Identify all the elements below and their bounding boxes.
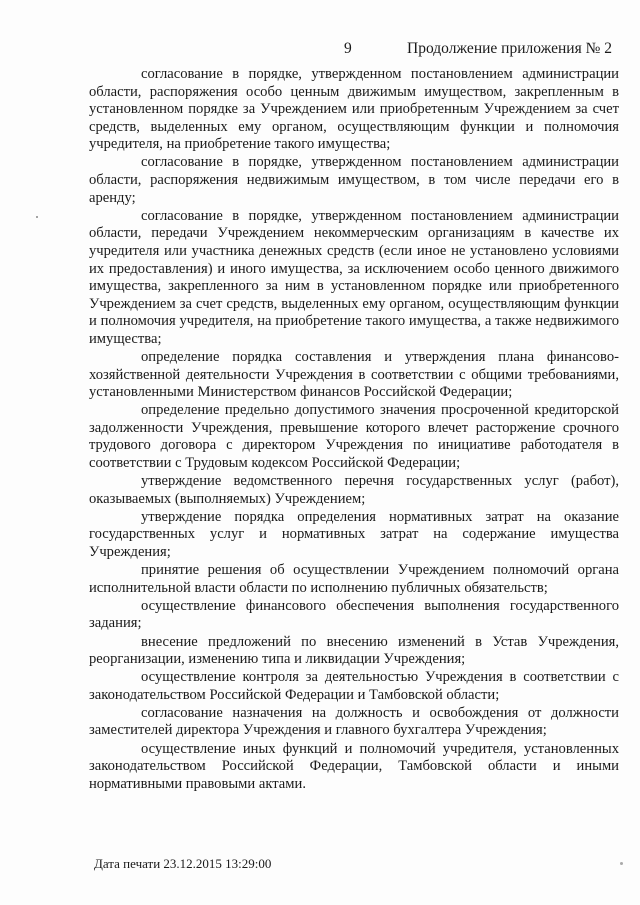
page-header xyxy=(0,40,640,62)
paragraph: утверждение ведомственного перечня государственных услуг (работ), оказываемых (выполняемых) Учреждением; xyxy=(89,473,619,507)
print-date-footer: Дата печати 23.12.2015 13:29:00 xyxy=(94,856,272,871)
paragraph: согласование в порядке, утвержденном постановлением администрации области, распоряжения особо ценным движимым имуществом, закрепленным в установленном порядке за Учреждением или приобретенным Учреждением за счет средств, выделенных ему органом, осуществляющим функции и полномочия учредителя, на приобретение такого имущества; xyxy=(89,66,619,153)
paragraph: согласование в порядке, утвержденном постановлением администрации области, передачи Учреждением некоммерческим организациям в качестве их учредителя или участника денежных средств (если иное не установлено условиями их предоставления) и иного имущества, за исключением особо ценного движимого имущества, закрепленного за ним в установленном порядке или приобретенного Учреждением за счет средств, выделенных ему органом, осуществляющим функции и полномочия учредителя, на приобретение такого имущества, а также недвижимого имущества; xyxy=(89,207,619,347)
paragraph: согласование назначения на должность и освобождения от должности заместителей директора Учреждения и главного бухгалтера Учреждения; xyxy=(89,704,619,739)
paragraph: согласование в порядке, утвержденном постановлением администрации области, распоряжения недвижимым имуществом, в том числе передачи его в аренду; xyxy=(89,154,619,206)
page-number: 9 xyxy=(344,40,352,57)
paragraph: осуществление иных функций и полномочий учредителя, установленных законодательством Российской Федерации, Тамбовской области и иными нормативными правовыми актами. xyxy=(89,740,619,792)
appendix-label: Продолжение приложения № 2 xyxy=(407,40,612,57)
scan-speck xyxy=(36,216,38,218)
paragraph: утверждение порядка определения нормативных затрат на оказание государственных услуг и нормативных затрат на содержание имущества Учреждения; xyxy=(89,508,619,561)
paragraph: принятие решения об осуществлении Учреждением полномочий органа исполнительной власти области по исполнению публичных обязательств; xyxy=(89,562,619,596)
paragraph: определение порядка составления и утверждения плана финансово-хозяйственной деятельности Учреждения в соответствии с общими требованиями, установленными Министерством финансов Российской Федерации; xyxy=(89,349,619,401)
paragraph: осуществление финансового обеспечения выполнения государственного задания; xyxy=(89,597,619,632)
paragraph: определение предельно допустимого значения просроченной кредиторской задолженности Учреждения, превышение которого влечет расторжение срочного трудового договора с директором Учреждения по инициативе работодателя в соответствии с Трудовым кодексом Российской Федерации; xyxy=(89,402,619,472)
scan-speck xyxy=(620,862,623,865)
paragraph: осуществление контроля за деятельностью Учреждения в соответствии с законодательством Российской Федерации и Тамбовской области; xyxy=(89,669,619,703)
paragraph: внесение предложений по внесению изменений в Устав Учреждения, реорганизации, изменению типа и ликвидации Учреждения; xyxy=(89,633,619,668)
document-body xyxy=(89,66,619,794)
